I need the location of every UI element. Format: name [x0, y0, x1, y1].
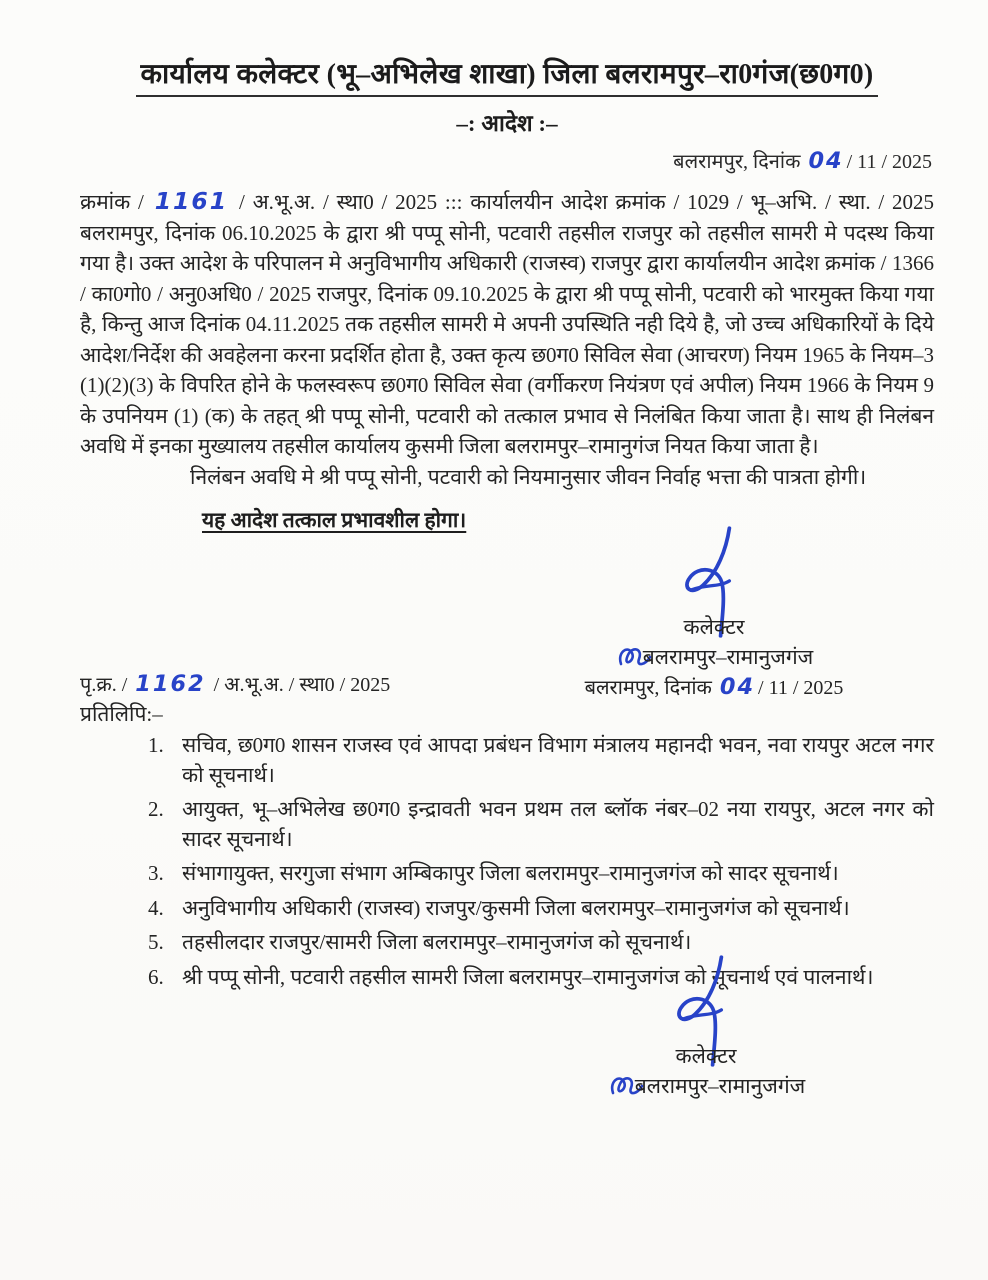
- list-item-text: श्री पप्पू सोनी, पटवारी तहसील सामरी जिला बलरामपुर–रामानुजगंज को सूचनार्थ एवं पालनार्थ।: [182, 964, 874, 989]
- issue-place-date: [80, 147, 934, 174]
- sig-date-prefix: बलरामपुर, दिनांक: [584, 677, 717, 699]
- copy-to-label: प्रतिलिपि:–: [80, 702, 163, 726]
- copy-to-list: [80, 731, 934, 992]
- list-item: [148, 894, 934, 924]
- handwritten-order-number: 1161: [154, 187, 229, 215]
- document-header: [80, 54, 934, 138]
- order-paragraph: [80, 186, 934, 462]
- office-title: कार्यालय कलेक्टर (भू–अभिलेख शाखा) जिला बलरामपुर–रा0गंज(छ0ग0): [136, 54, 877, 97]
- signatory-place-text: बलरामपुर–रामानुजगंज: [634, 1074, 806, 1098]
- list-item-text: सचिव, छ0ग0 शासन राजस्व एवं आपदा प्रबंधन विभाग मंत्रालय महानदी भवन, नवा रायपुर अटल नगर को सूचनार्थ।: [182, 733, 934, 787]
- list-item: [148, 963, 934, 993]
- list-item-text: अनुविभागीय अधिकारी (राजस्व) राजपुर/कुसमी जिला बलरामपुर–रामानुजगंज को सूचनार्थ।: [182, 895, 850, 920]
- signatory-designation: कलेक्टर: [675, 1044, 737, 1068]
- list-item-number: 1.: [148, 733, 164, 757]
- list-item-number: 2.: [148, 797, 164, 821]
- sig-date-suffix: / 11 / 2025: [758, 677, 844, 699]
- list-item: [148, 928, 934, 958]
- order-heading: –: आदेश :–: [456, 111, 558, 136]
- signatory-designation: कलेक्टर: [683, 615, 745, 639]
- signature-date-line: [534, 672, 894, 703]
- list-item-number: 3.: [148, 861, 164, 885]
- list-item-text: आयुक्त, भू–अभिलेख छ0ग0 इन्द्रावती भवन प्रथम तल ब्लॉक नंबर–02 नया रायपुर, अटल नगर को सादर सूचनार्थ।: [182, 797, 934, 851]
- sig-handwritten-day: 04: [719, 674, 756, 700]
- list-item-number: 5.: [148, 930, 164, 954]
- list-item: [148, 731, 934, 790]
- signatory-place-text: बलरामपुर–रामानुजगंज: [642, 645, 814, 669]
- handwritten-day: 04: [808, 148, 844, 174]
- list-item: [148, 795, 934, 854]
- date-prefix: बलरामपुर, दिनांक: [673, 151, 806, 173]
- order-paragraph-text: / अ.भू.अ. / स्था0 / 2025 ::: कार्यालयीन आदेश क्रमांक / 1029 / भू–अभि. / स्था. / 2025 बलरामपुर, दिनांक 06.10.2025 के द्वारा श्री पप्पू सोनी, पटवारी तहसील राजपुर को तहसील सामरी मे पदस्थ किया गया है। उक्त आदेश के परिपालन मे अनुविभागीय अधिकारी (राजस्व) राजपुर द्वारा कार्यालयीन आदेश क्रमांक / 1366 / का0गो0 / अनु0अधि0 / 2025 राजपुर, दिनांक 09.10.2025 के द्वारा श्री पप्पू सोनी, पटवारी को भारमुक्त किया गया है, किन्तु आज दिनांक 04.11.2025 तक तहसील सामरी मे अपनी उपस्थिति नही दिये है, जो उच्च अधिकारियों के दिये आदेश/निर्देश की अवहेलना करना प्रदर्शित होता है, उक्त कृत्य छ0ग0 सिविल सेवा (आचरण) नियम 1965 के नियम–3 (1)(2)(3) के विपरित होने के फलस्वरूप छ0ग0 सिविल सेवा (वर्गीकरण नियंत्रण एवं अपील) नियम 1966 के नियम 9 के उपनियम (1) (क) के तहत् श्री पप्पू सोनी, पटवारी को तत्काल प्रभाव से निलंबित किया जाता है। साथ ही निलंबन अवधि में इनका मुख्यालय तहसील कार्यालय कुसमी जिला बलरामपुर–रामानुगंज नियत किया जाता है।: [80, 190, 934, 458]
- signature-block-top: [534, 526, 894, 703]
- handwritten-ref-number: 1162: [135, 671, 206, 697]
- ref-suffix: / अ.भू.अ. / स्था0 / 2025: [208, 674, 391, 696]
- list-item-text: तहसीलदार राजपुर/सामरी जिला बलरामपुर–रामानुजगंज को सूचनार्थ।: [182, 930, 692, 954]
- signatory-place: [534, 642, 894, 672]
- date-suffix: / 11 / 2025: [846, 151, 932, 173]
- ref-prefix: पृ.क्र. /: [80, 674, 133, 696]
- list-item-text: संभागायुक्त, सरगुजा संभाग अम्बिकापुर जिला बलरामपुर–रामानुजगंज को सादर सूचनार्थ।: [182, 861, 839, 885]
- allowance-paragraph: निलंबन अवधि मे श्री पप्पू सोनी, पटवारी को नियमानुसार जीवन निर्वाह भत्ता की पात्रता होगी।: [190, 464, 867, 489]
- list-item-number: 4.: [148, 895, 164, 920]
- order-number-prefix: क्रमांक /: [80, 190, 152, 214]
- effective-immediately-line: यह आदेश तत्काल प्रभावशील होगा।: [202, 508, 467, 532]
- signatory-place: [526, 1071, 886, 1101]
- list-item: [148, 859, 934, 889]
- list-item-number: 6.: [148, 964, 164, 989]
